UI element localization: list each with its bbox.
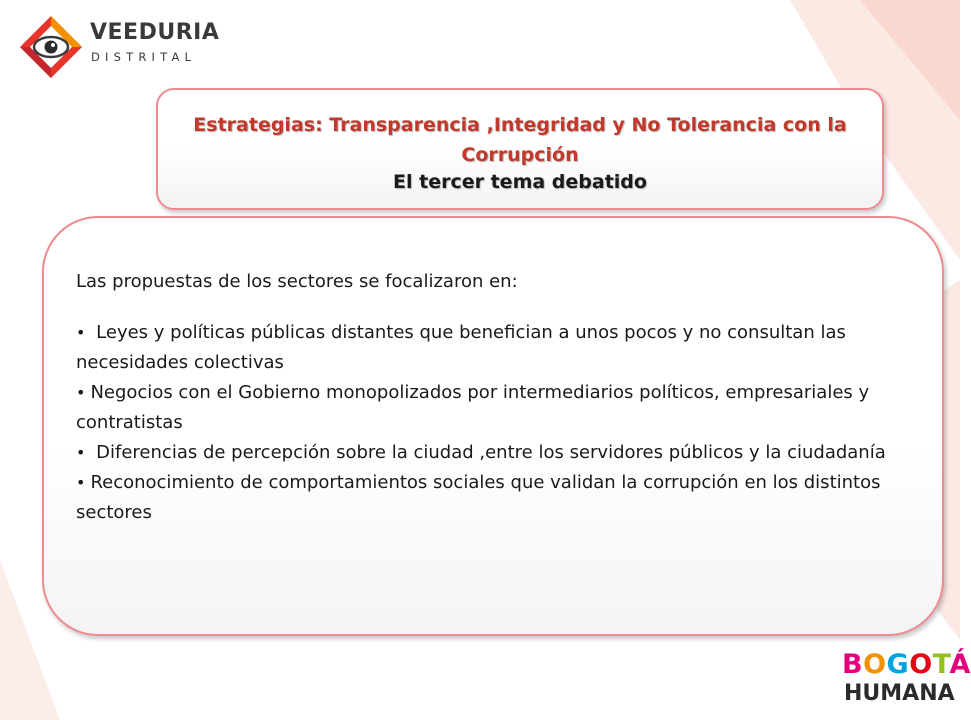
logo-letter: O [909,649,933,680]
bullet-icon: • [76,323,86,342]
bullet-icon: • [76,473,86,492]
content-box [42,216,944,636]
bullet-icon: • [76,383,86,402]
bogota-wordmark [842,650,971,680]
logo-letter: B [842,649,864,680]
veeduria-logo [18,14,220,84]
logo-subtitle: DISTRITAL [91,50,197,64]
logo-letter: O [863,649,887,680]
intro-text: Las propuestas de los sectores se focalizaron en: [76,271,518,292]
list-item [76,318,916,378]
veeduria-emblem-icon [18,14,84,80]
slide-subtitle: El tercer tema debatido [393,170,647,193]
list-item [76,378,916,438]
list-item [76,438,916,468]
bogota-humana-logo [842,649,971,714]
logo-name: VEEDURIA [90,20,220,45]
list-item-text: Leyes y políticas públicas distantes que benefician a unos pocos y no consultan las necesidades colectivas [76,322,846,373]
list-item-text: Negocios con el Gobierno monopolizados por intermediarios políticos, empresariales y contratistas [76,382,870,433]
humana-wordmark: HUMANA [844,681,955,706]
bullet-list [76,318,916,528]
list-item-text: Diferencias de percepción sobre la ciudad ,entre los servidores públicos y la ciudadanía [90,442,886,463]
logo-letter: T [932,649,950,680]
logo-letter: Á [949,649,971,680]
list-item [76,468,916,528]
slide-title: Estrategias: Transparencia ,Integridad y No Tolerancia con la Corrupción [193,114,847,167]
list-item-text: Reconocimiento de comportamientos sociales que validan la corrupción en los distintos sectores [76,472,881,523]
bullet-icon: • [76,443,86,462]
title-box [156,88,884,210]
logo-letter: G [886,649,910,680]
